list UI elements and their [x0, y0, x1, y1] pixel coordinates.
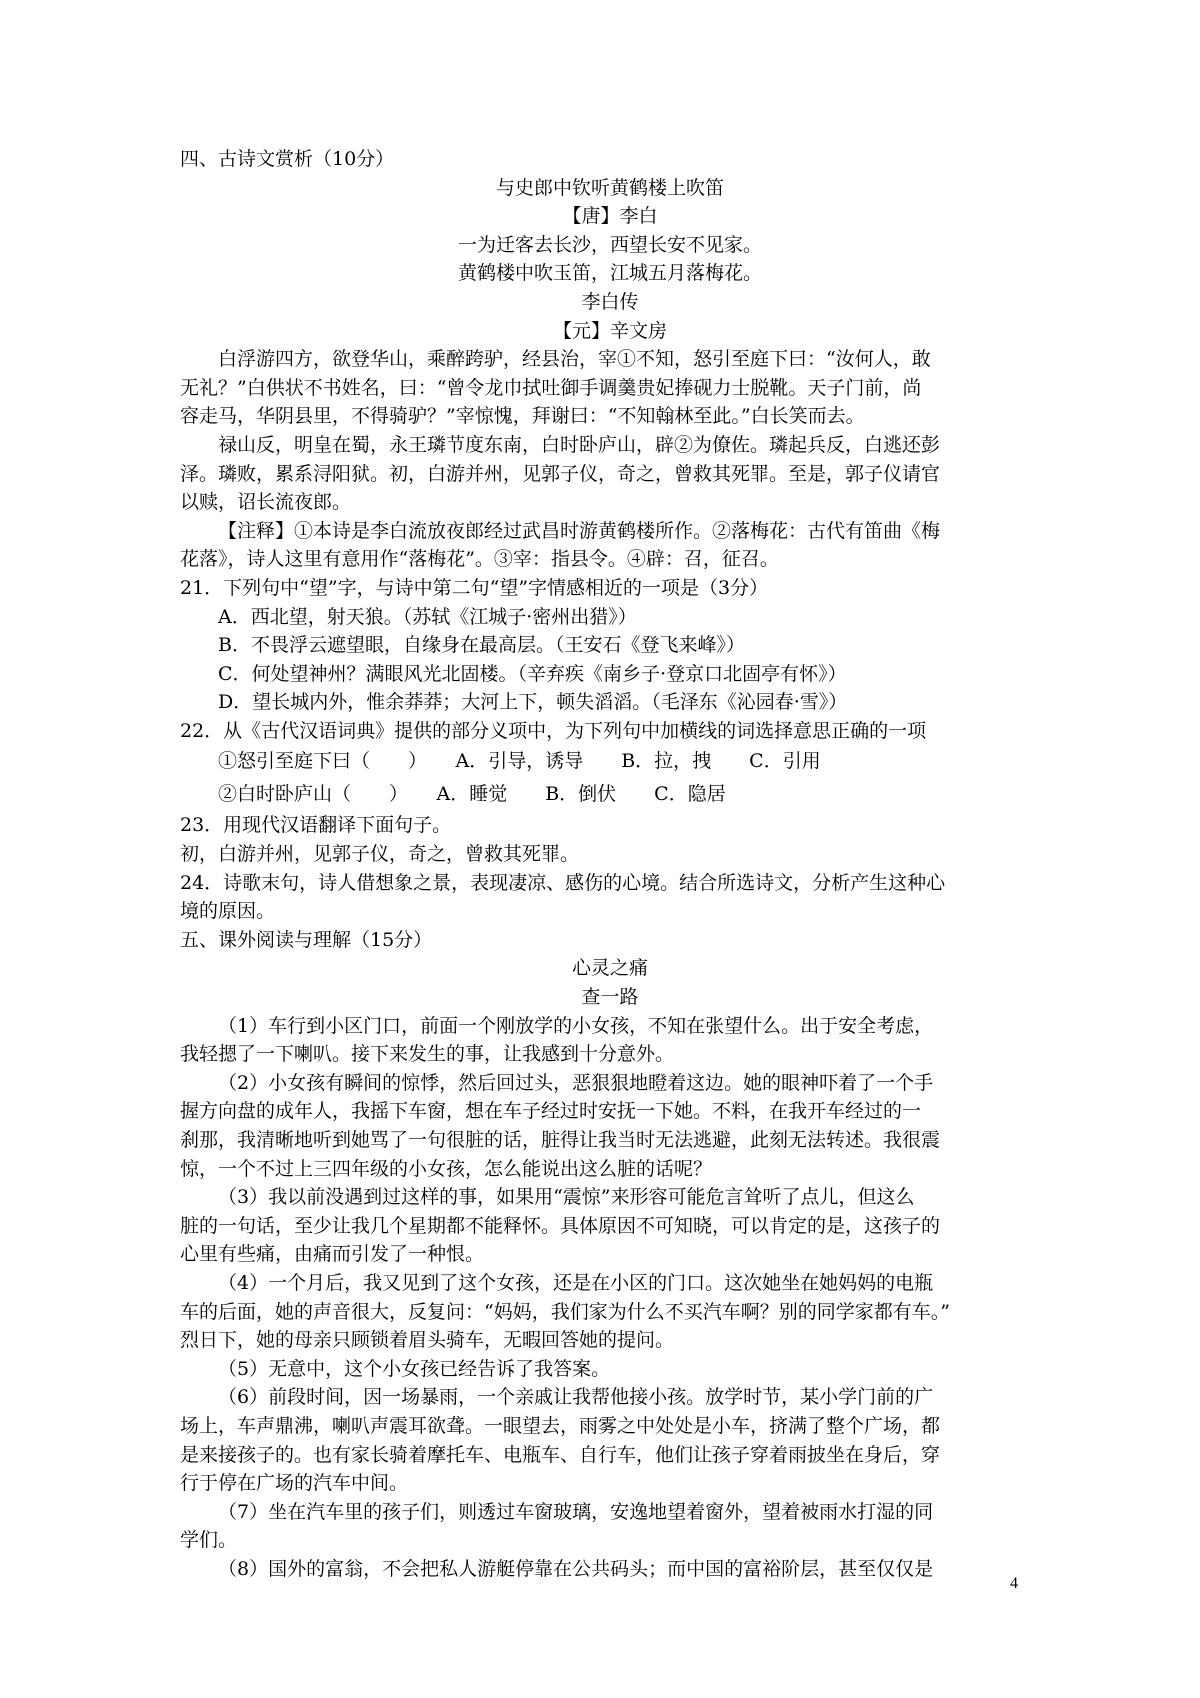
- text-line: （2）小女孩有瞬间的惊悸，然后回过头，恶狠狠地瞪着这边。她的眼神吓着了一个手: [218, 1071, 934, 1094]
- text-line: B．不畏浮云遮望眼，自缘身在最高层。（王安石《登飞来峰》）: [218, 634, 745, 657]
- text-line: 禄山反，明皇在蜀，永王璘节度东南，白时卧庐山，辟②为僚佐。璘起兵反，白逃还彭: [218, 433, 941, 456]
- text-line: （3）我以前没遇到过这样的事，如果用“震惊”来形容可能危言耸听了点儿，但这么: [218, 1186, 915, 1209]
- text-line: （6）前段时间，因一场暴雨，一个亲戚让我帮他接小孩。放学时节，某小学门前的广: [218, 1386, 934, 1409]
- text-line: 一为迁客去长沙，西望长安不见家。: [457, 233, 762, 256]
- text-line: 白浮游四方，欲登华山，乘醉跨驴，经县治，宰①不知，怒引至庭下曰：“汝何人，敢: [218, 348, 931, 371]
- text-line: ①怒引至庭下曰（ ） A．引导，诱导 B．拉，拽 C．引用: [218, 750, 821, 773]
- text-line: 行于停在广场的汽车中间。: [180, 1472, 409, 1495]
- text-line: 五、课外阅读与理解（15分）: [180, 928, 433, 951]
- text-line: 李白传: [581, 290, 639, 313]
- text-line: 惊，一个不过上三四年级的小女孩，怎么能说出这么脏的话呢？: [180, 1157, 713, 1180]
- text-line: 花落》，诗人这里有意用作“落梅花”。③宰：指县令。④辟：召，征召。: [180, 548, 779, 571]
- text-line: 24．诗歌末句，诗人借想象之景，表现凄凉、感伤的心境。结合所选诗文，分析产生这种心: [180, 871, 946, 894]
- text-line: 烈日下，她的母亲只顾锁着眉头骑车，无暇回答她的提问。: [180, 1329, 675, 1352]
- text-line: 23．用现代汉语翻译下面句子。: [180, 814, 452, 837]
- text-line: 是来接孩子的。也有家长骑着摩托车、电瓶车、自行车，他们让孩子穿着雨披坐在身后，穿: [180, 1443, 941, 1466]
- text-line: （8）国外的富翁，不会把私人游艇停靠在公共码头；而中国的富裕阶层，甚至仅仅是: [218, 1557, 934, 1580]
- text-line: ②白时卧庐山（ ） A．睡觉 B．倒伏 C．隐居: [218, 783, 726, 806]
- text-line: 初，白游并州，见郭子仪，奇之，曾救其死罪。: [180, 843, 580, 866]
- page-number: 4: [1010, 1575, 1018, 1592]
- text-line: 车的后面，她的声音很大，反复问：“妈妈，我们家为什么不买汽车啊？别的同学家都有车。”: [180, 1300, 950, 1323]
- text-line: （5）无意中，这个小女孩已经告诉了我答案。: [218, 1357, 611, 1380]
- text-line: 黄鹤楼中吹玉笛，江城五月落梅花。: [457, 262, 762, 285]
- text-line: C．何处望神州？满眼风光北固楼。（辛弃疾《南乡子·登京口北固亭有怀》）: [218, 662, 847, 685]
- text-line: 我轻摁了一下喇叭。接下来发生的事，让我感到十分意外。: [180, 1043, 675, 1066]
- text-line: （4）一个月后，我又见到了这个女孩，还是在小区的门口。这次她坐在她妈妈的电瓶: [218, 1271, 934, 1294]
- text-line: 泽。璘败，累系浔阳狱。初，白游并州，见郭子仪，奇之，曾救其死罪。至是，郭子仪请官: [180, 462, 941, 485]
- text-line: 【注释】①本诗是李白流放夜郎经过武昌时游黄鹤楼所作。②落梅花：古代有笛曲《梅: [218, 519, 941, 542]
- text-line: D．望长城内外，惟余莽莽；大河上下，顿失滔滔。（毛泽东《沁园春·雪》）: [218, 691, 848, 714]
- text-line: 脏的一句话，至少让我几个星期都不能释怀。具体原因不可知晓，可以肯定的是，这孩子的: [180, 1214, 941, 1237]
- text-line: 与史郎中钦听黄鹤楼上吹笛: [495, 176, 724, 199]
- text-line: 刹那，我清晰地听到她骂了一句很脏的话，脏得让我当时无法逃避，此刻无法转述。我很震: [180, 1129, 941, 1151]
- text-line: 【唐】李白: [562, 205, 658, 228]
- text-line: 境的原因。: [180, 900, 276, 923]
- text-line: 21．下列句中“望”字，与诗中第二句“望”字情感相近的一项是（3分）: [180, 576, 769, 599]
- text-line: 场上，车声鼎沸，喇叭声震耳欲聋。一眼望去，雨雾之中处处是小车，挤满了整个广场，都: [180, 1414, 941, 1437]
- document-body: [180, 145, 1040, 1584]
- text-line: （1）车行到小区门口，前面一个刚放学的小女孩，不知在张望什么。出于安全考虑，: [218, 1014, 934, 1037]
- text-line: 四、古诗文赏析（10分）: [180, 148, 395, 170]
- text-line: 容走马，华阴县里，不得骑驴？”宰惊愧，拜谢曰：“不知翰林至此。”白长笑而去。: [180, 405, 865, 428]
- text-line: 握方向盘的成年人，我摇下车窗，想在车子经过时安抚一下她。不料，在我开车经过的一: [180, 1100, 922, 1123]
- text-line: 【元】辛文房: [552, 319, 667, 342]
- text-line: 以赎，诏长流夜郎。: [180, 491, 352, 514]
- text-line: 心里有些痛，由痛而引发了一种恨。: [180, 1243, 485, 1266]
- text-line: （7）坐在汽车里的孩子们，则透过车窗玻璃，安逸地望着窗外，望着被雨水打湿的同: [218, 1500, 934, 1523]
- text-line: 22．从《古代汉语词典》提供的部分义项中，为下列句中加横线的词选择意思正确的一项: [180, 719, 927, 742]
- text-line: 无礼？”白供状不书姓名，曰：“曾令龙巾拭吐御手调羹贵妃捧砚力士脱靴。天子门前，尚: [180, 376, 922, 399]
- text-line: 心灵之痛: [571, 957, 648, 980]
- text-line: 学们。: [180, 1529, 238, 1552]
- text-line: 查一路: [581, 986, 639, 1009]
- text-line: A．西北望，射天狼。（苏轼《江城子·密州出猎》）: [218, 605, 637, 628]
